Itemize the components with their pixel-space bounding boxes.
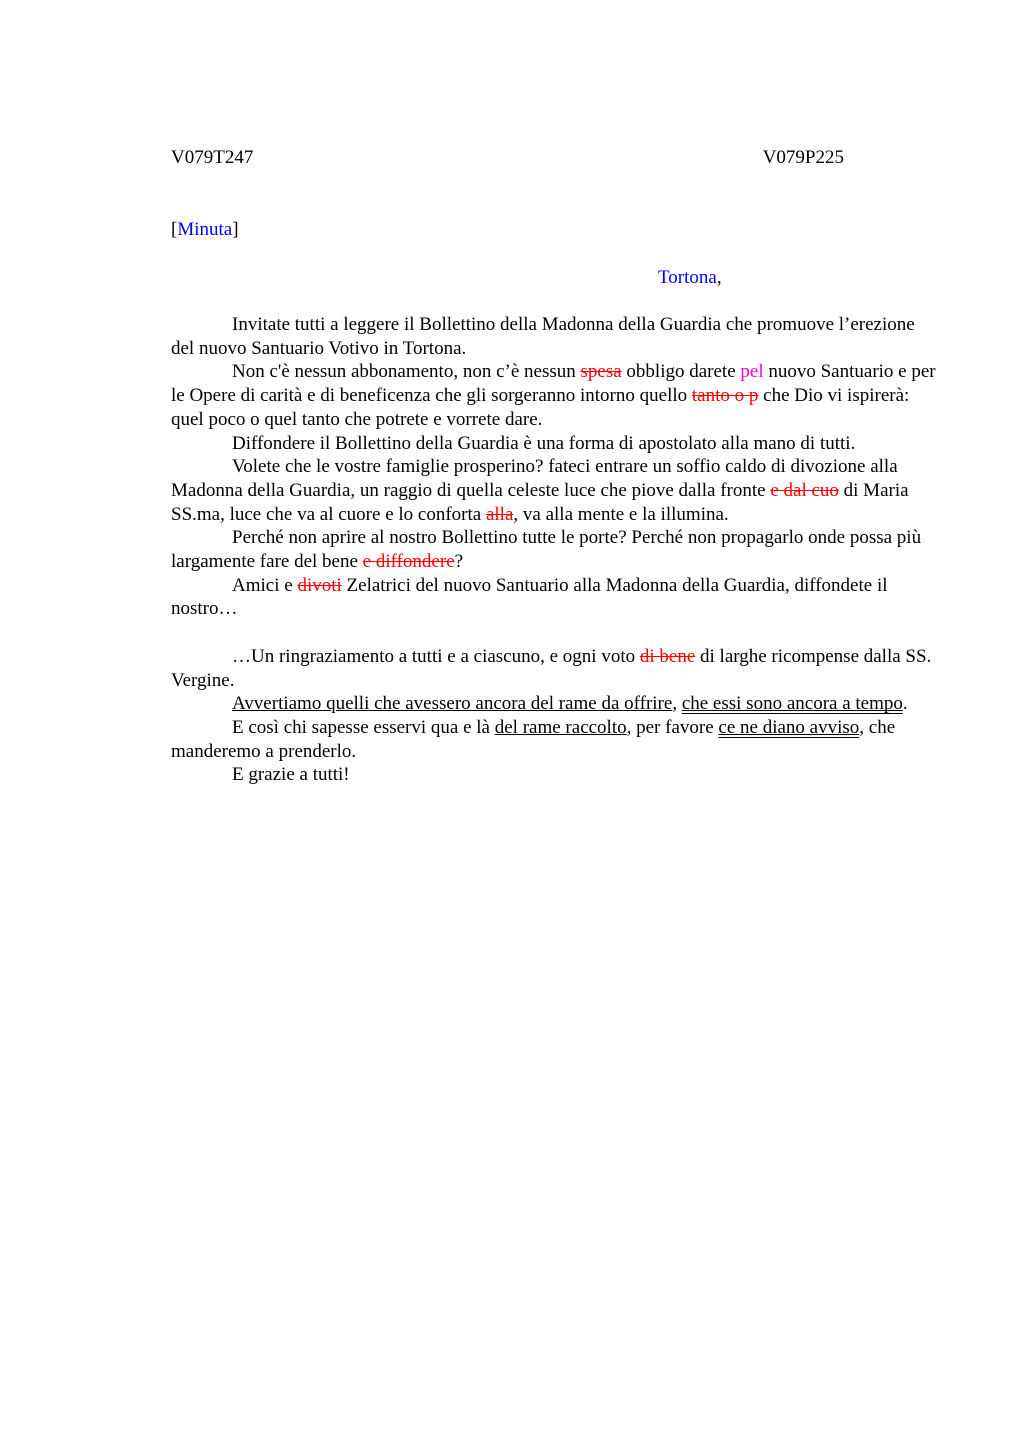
p2-text-1: Non c'è nessun abbonamento, non c’è nessun [232,361,581,383]
paragraph-8 [171,692,941,716]
paragraph-9 [171,716,941,763]
p9-underlined-1: del rame raccolto [494,716,627,738]
paragraph-2 [171,360,941,431]
place-name: Tortona [658,267,717,288]
paragraph-10-text: E grazie a tutti! [232,764,350,786]
p2-insertion-1: pel [740,361,764,383]
paragraph-4 [171,455,941,526]
minuta-bracket-open: [ [171,219,178,240]
p9-text-3: , che manderemo a prenderlo. [171,716,896,762]
paragraph-1 [171,313,941,360]
minuta-bracket-close: ] [232,219,239,240]
paragraph-10 [171,763,941,787]
p6-deletion-1: divoti [297,574,342,596]
p7-text-2: di larghe ricompense dalla SS. Vergine. [171,645,932,691]
paragraph-5 [171,526,941,573]
p2-text-2: obbligo darete [621,361,741,383]
paragraph-6 [171,574,941,621]
p8-text-1: , [672,693,682,715]
p4-text-1: Volete che le vostre famiglie prosperino? fateci entrare un soffio caldo di divozione alla Madonna della Guardia, un raggio di quella celeste luce che piove dalla fronte [171,456,898,501]
p9-text-2: , per favore [626,716,719,738]
p5-text-2: ? [454,551,464,573]
p4-text-2: di Maria SS.ma, luce che va al cuore e lo conforta [171,479,909,525]
minuta-text: Minuta [177,219,233,240]
minuta-label [171,218,239,242]
paragraph-gap [171,621,941,645]
paragraph-3-text: Diffondere il Bollettino della Guardia è una forma di apostolato alla mano di tutti. [232,432,856,454]
p2-deletion-2: tanto o p [691,385,759,407]
p5-text-1: Perché non aprire al nostro Bollettino tutte le porte? Perché non propagarlo onde possa più largamente fare del bene [171,527,922,573]
p7-text-1: …Un ringraziamento a tutti e a ciascuno, e ogni voto [232,645,640,667]
p2-text-3: nuovo Santuario e per le Opere di carità e di beneficenza che gli sorgeranno intorno quello [171,361,936,407]
p2-deletion-1: spesa [580,361,622,383]
p7-deletion-1: di bene [639,645,696,667]
p5-deletion-1: e diffondere [362,551,455,573]
p8-text-2: . [902,693,908,715]
paragraph-3 [171,432,941,456]
paragraph-7 [171,645,941,692]
place-comma: , [716,267,722,288]
p9-text-1: E così chi sapesse esservi qua e là [232,716,495,738]
p4-text-3: , va alla mente e la illumina. [513,503,729,525]
p2-text-4: che Dio vi ispirerà: quel poco o quel tanto che potrete e vorrete dare. [171,385,910,430]
p8-double-underlined-1: che essi sono ancora a tempo [681,693,903,715]
p8-underlined-1: Avvertiamo quelli che avessero ancora del rame da offrire [232,693,673,715]
paragraph-1-text: Invitate tutti a leggere il Bollettino della Madonna della Guardia che promuove l’erezione del nuovo Santuario Votivo in Tortona. [171,314,915,359]
header-right-code: V079P225 [762,147,844,168]
header-left-code: V079T247 [171,147,254,168]
p9-double-underlined-1: ce ne diano avviso [718,716,860,738]
letter-body [171,313,941,787]
p4-deletion-1: e dal cuo [770,479,839,501]
p6-text-2: Zelatrici del nuovo Santuario alla Madonna della Guardia, diffondete il nostro… [171,574,888,620]
p6-text-1: Amici e [232,574,298,596]
p4-deletion-2: alla [485,503,514,525]
place-line [658,266,722,290]
